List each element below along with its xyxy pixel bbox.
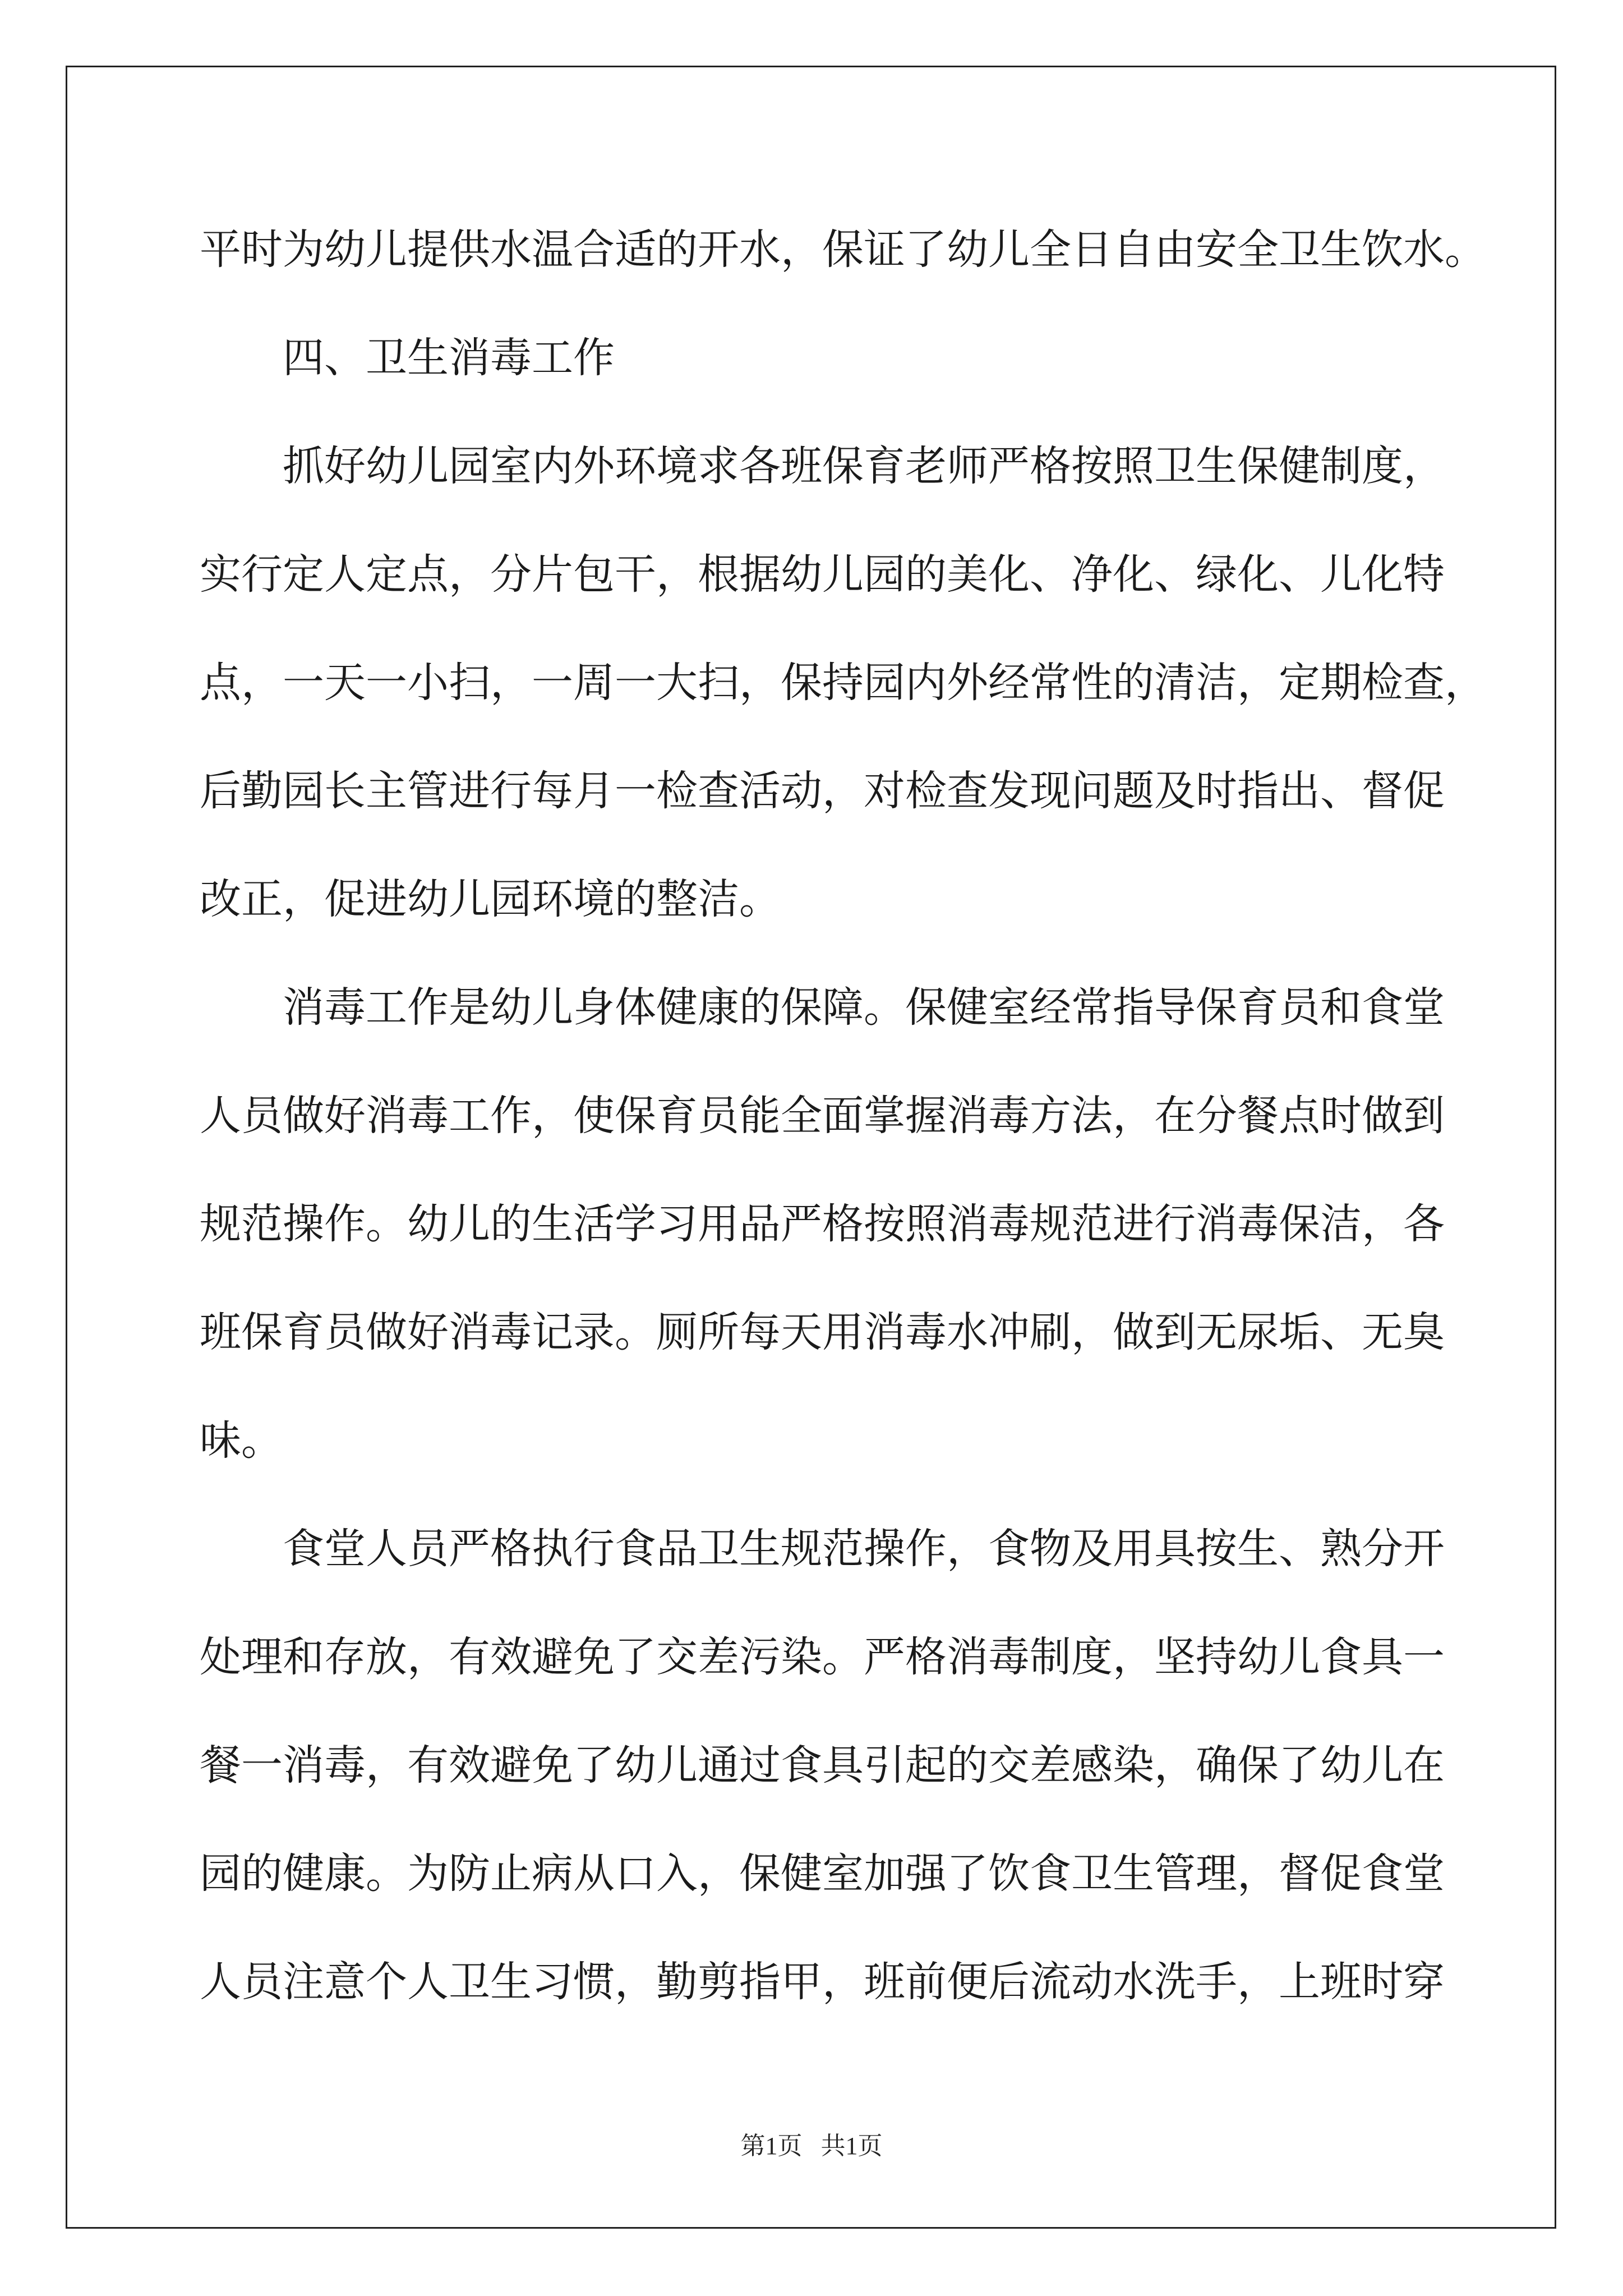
paragraph-line: 园的健康。为防止病从口入，保健室加强了饮食卫生管理，督促食堂 [200, 1849, 1445, 1898]
paragraph-line: 餐一消毒，有效避免了幼儿通过食具引起的交差感染，确保了幼儿在 [200, 1741, 1445, 1789]
paragraph-line: 处理和存放，有效避免了交差污染。严格消毒制度，坚持幼儿食具一 [200, 1633, 1445, 1681]
paragraph-line: 改正，促进幼儿园环境的整洁。 [200, 875, 781, 923]
paragraph-line: 抓好幼儿园室内外环境求各班保育老师严格按照卫生保健制度， [283, 442, 1445, 490]
paragraph-line: 班保育员做好消毒记录。厕所每天用消毒水冲刷，做到无尿垢、无臭 [200, 1308, 1445, 1356]
page-border [66, 66, 1556, 2229]
paragraph-line: 实行定人定点，分片包干，根据幼儿园的美化、净化、绿化、儿化特 [200, 550, 1445, 599]
section-heading: 四、卫生消毒工作 [283, 334, 615, 382]
paragraph-line: 规范操作。幼儿的生活学习用品严格按照消毒规范进行消毒保洁，各 [200, 1200, 1445, 1248]
paragraph-line: 人员注意个人卫生习惯，勤剪指甲，班前便后流动水洗手，上班时穿 [200, 1958, 1445, 2006]
paragraph-line: 食堂人员严格执行食品卫生规范操作，食物及用具按生、熟分开 [283, 1525, 1445, 1573]
text-line: 平时为幼儿提供水温合适的开水，保证了幼儿全日自由安全卫生饮水。 [200, 226, 1486, 274]
paragraph-line: 味。 [200, 1416, 283, 1465]
paragraph-line: 点，一天一小扫，一周一大扫，保持园内外经常性的清洁，定期检查， [200, 659, 1486, 707]
paragraph-line: 消毒工作是幼儿身体健康的保障。保健室经常指导保育员和食堂 [283, 983, 1445, 1032]
page-number-footer: 第1页 共1页 [740, 2132, 883, 2160]
paragraph-line: 后勤园长主管进行每月一检查活动，对检查发现问题及时指出、督促 [200, 767, 1445, 815]
paragraph-line: 人员做好消毒工作，使保育员能全面掌握消毒方法，在分餐点时做到 [200, 1092, 1445, 1140]
